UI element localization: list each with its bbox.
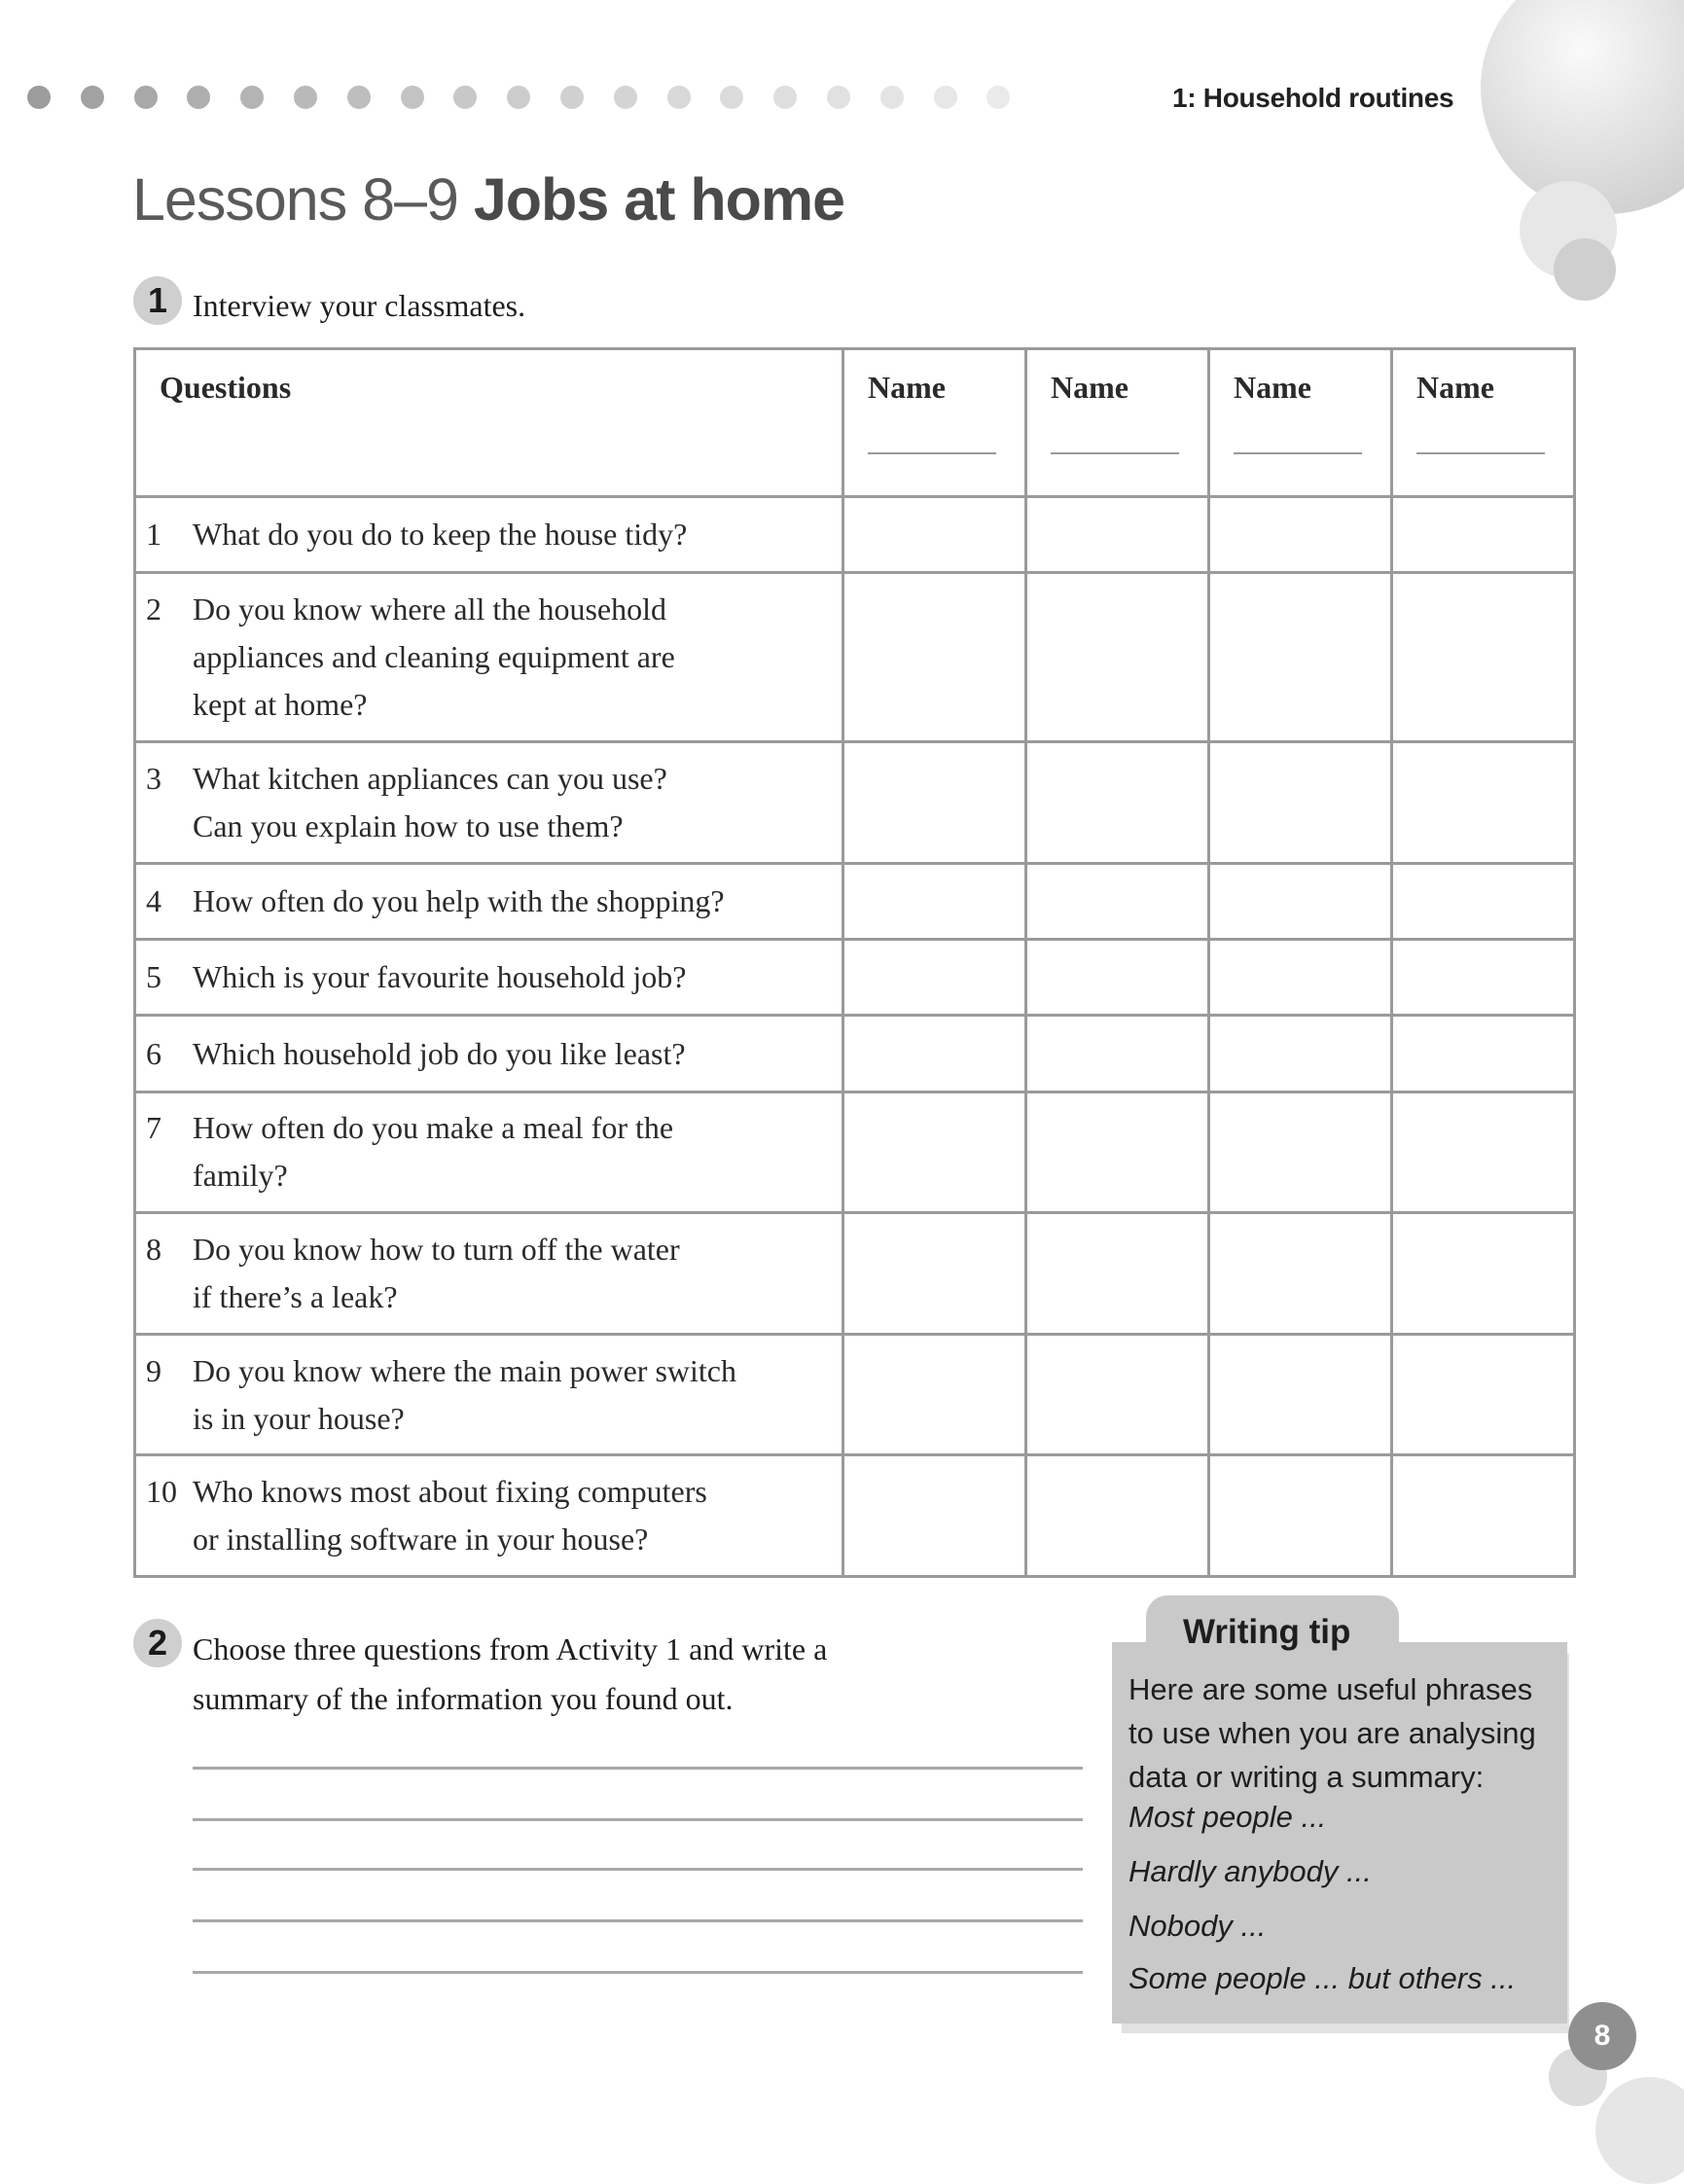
column-header-name (1026, 349, 1209, 497)
question (136, 1347, 842, 1443)
answer-cell[interactable] (843, 1016, 1026, 1092)
question-number: 6 (146, 1035, 161, 1071)
column-header-label: Name (868, 370, 946, 405)
question-cell (135, 1016, 843, 1092)
question-text-line: What kitchen appliances can you use? (193, 760, 667, 796)
answer-cell[interactable] (843, 863, 1026, 939)
question-cell (135, 1092, 843, 1213)
column-header-questions (135, 349, 843, 497)
answer-cell[interactable] (1209, 1213, 1392, 1335)
decorative-dot (401, 86, 424, 109)
question-text-line: kept at home? (193, 687, 368, 723)
answer-cell[interactable] (843, 1455, 1026, 1577)
answer-cell[interactable] (1026, 497, 1209, 573)
question-number: 2 (146, 591, 161, 627)
question-text-line: if there’s a leak? (193, 1279, 398, 1315)
question-cell (135, 1334, 843, 1455)
column-header-label: Name (1051, 370, 1129, 405)
table-header-row (135, 349, 1575, 497)
question-number: 7 (146, 1110, 161, 1146)
answer-cell[interactable] (843, 742, 1026, 864)
writing-tip-phrase: Some people ... but others ... (1129, 1961, 1517, 1995)
decorative-dot (773, 86, 797, 109)
writing-tip-phrase: Hardly anybody ... (1129, 1854, 1372, 1888)
activity-2-instruction (193, 1625, 827, 1724)
decorative-dot (187, 86, 210, 109)
answer-cell[interactable] (1026, 573, 1209, 742)
question-cell (135, 940, 843, 1016)
decorative-dot (720, 86, 743, 109)
column-header-name (843, 349, 1026, 497)
question-text (193, 877, 832, 925)
decorative-dot (827, 86, 850, 109)
answer-cell[interactable] (1026, 863, 1209, 939)
answer-cell[interactable] (1392, 497, 1575, 573)
question-text-line: What do you do to keep the house tidy? (193, 517, 688, 553)
decorative-dot (934, 86, 957, 109)
question-rows (135, 497, 1575, 1577)
decorative-circle-small (1554, 238, 1616, 301)
column-header-label: Questions (160, 370, 292, 405)
answer-cell[interactable] (843, 1092, 1026, 1213)
table-row (135, 742, 1575, 864)
question-text (193, 1104, 832, 1199)
question-cell (135, 497, 843, 573)
answer-cell[interactable] (1392, 1092, 1575, 1213)
writing-tip-title: Writing tip (1183, 1613, 1351, 1651)
question-text-line: Do you know where the main power switch (193, 1352, 736, 1388)
table-row (135, 1334, 1575, 1455)
question-text (193, 511, 832, 558)
question-text-line: is in your house? (193, 1400, 405, 1436)
writing-tip-phrase: Nobody ... (1129, 1909, 1267, 1943)
answer-line[interactable] (193, 1818, 1083, 1821)
answer-cell[interactable] (843, 940, 1026, 1016)
question-number: 10 (146, 1474, 177, 1510)
section-label: 1: Household routines (1172, 83, 1454, 113)
activity-2-instruction-line: summary of the information you found out. (193, 1681, 734, 1716)
name-write-line[interactable] (1051, 452, 1179, 454)
column-header-label: Name (1234, 370, 1311, 405)
question-text-line: Which is your favourite household job? (193, 959, 687, 995)
question-text (193, 586, 832, 729)
activity-2-number: 2 (133, 1619, 182, 1667)
answer-cell[interactable] (1209, 1092, 1392, 1213)
question-text-line: family? (193, 1158, 288, 1194)
table-row (135, 1092, 1575, 1213)
answer-cell[interactable] (1026, 1455, 1209, 1577)
decorative-dot (453, 86, 477, 109)
question (136, 1468, 842, 1563)
table-row (135, 863, 1575, 939)
column-header-name (1392, 349, 1575, 497)
answer-cell[interactable] (1209, 863, 1392, 939)
decorative-dot (134, 86, 158, 109)
table-row (135, 573, 1575, 742)
question (136, 953, 842, 1001)
answer-cell[interactable] (1026, 1092, 1209, 1213)
answer-cell[interactable] (1026, 742, 1209, 864)
writing-tip-phrase: Most people ... (1129, 1800, 1327, 1834)
writing-tip-line: data or writing a summary: (1129, 1760, 1485, 1794)
answer-line[interactable] (193, 1767, 1083, 1770)
answer-cell[interactable] (1392, 1334, 1575, 1455)
question (136, 877, 842, 925)
question-number: 8 (146, 1232, 161, 1268)
table-row (135, 1455, 1575, 1577)
page-number: 8 (1568, 2002, 1636, 2070)
decorative-circle-bottom-large (1595, 2077, 1684, 2184)
question (136, 1104, 842, 1199)
page-title-lessons: Lessons 8–9 (132, 166, 474, 233)
question-text (193, 1030, 832, 1078)
question (136, 1030, 842, 1078)
answer-cell[interactable] (1026, 1334, 1209, 1455)
writing-tip-line: Here are some useful phrases (1129, 1672, 1533, 1706)
decorative-dot (560, 86, 584, 109)
question-text-line: Do you know where all the household (193, 591, 667, 627)
answer-cell[interactable] (1209, 1334, 1392, 1455)
decorative-dot (880, 86, 904, 109)
activity-2-instruction-line: Choose three questions from Activity 1 and write a (193, 1631, 828, 1666)
question (136, 755, 842, 850)
question-number: 5 (146, 959, 161, 995)
decorative-dot (240, 86, 264, 109)
answer-cell[interactable] (843, 497, 1026, 573)
answer-cell[interactable] (1209, 497, 1392, 573)
name-write-line[interactable] (868, 452, 996, 454)
answer-cell[interactable] (1026, 1213, 1209, 1335)
question-cell (135, 1213, 843, 1335)
question (136, 511, 842, 558)
writing-tip-line: to use when you are analysing (1129, 1716, 1536, 1750)
table-row (135, 497, 1575, 573)
answer-line[interactable] (193, 1919, 1083, 1922)
question-text-line: Do you know how to turn off the water (193, 1232, 680, 1268)
question-number: 9 (146, 1352, 161, 1388)
answer-line[interactable] (193, 1971, 1083, 1974)
decorative-circle-large (1481, 0, 1684, 214)
question-text (193, 953, 832, 1001)
question-cell (135, 573, 843, 742)
decorative-dot (986, 86, 1010, 109)
question-text (193, 1226, 832, 1321)
column-header-label: Name (1416, 370, 1494, 405)
answer-cell[interactable] (1209, 940, 1392, 1016)
question-text-line: appliances and cleaning equipment are (193, 639, 675, 675)
interview-table (133, 347, 1576, 1578)
decorative-dot (27, 86, 51, 109)
decorative-dot-row (27, 86, 1010, 111)
answer-cell[interactable] (1209, 1455, 1392, 1577)
page-title-topic: Jobs at home (473, 166, 845, 233)
decorative-dot (614, 86, 637, 109)
answer-cell[interactable] (1392, 1016, 1575, 1092)
answer-cell[interactable] (843, 1213, 1026, 1335)
answer-cell[interactable] (1392, 573, 1575, 742)
decorative-dot (81, 86, 104, 109)
column-header-name (1209, 349, 1392, 497)
question-cell (135, 863, 843, 939)
answer-cell[interactable] (843, 573, 1026, 742)
answer-cell[interactable] (1209, 742, 1392, 864)
question-text-line: How often do you help with the shopping? (193, 882, 725, 918)
decorative-dot (667, 86, 691, 109)
answer-cell[interactable] (1392, 1213, 1575, 1335)
question-cell (135, 742, 843, 864)
answer-cell[interactable] (1026, 1016, 1209, 1092)
question-number: 1 (146, 517, 161, 553)
question-text (193, 1468, 832, 1563)
question-number: 3 (146, 760, 161, 796)
table-row (135, 940, 1575, 1016)
name-write-line[interactable] (1416, 452, 1545, 454)
decorative-dot (294, 86, 317, 109)
question-number: 4 (146, 882, 161, 918)
question-text-line: How often do you make a meal for the (193, 1110, 674, 1146)
answer-cell[interactable] (1392, 1455, 1575, 1577)
question-text (193, 1347, 832, 1443)
answer-cell[interactable] (1209, 1016, 1392, 1092)
table-row (135, 1016, 1575, 1092)
answer-cell[interactable] (1392, 863, 1575, 939)
question (136, 586, 842, 729)
name-write-line[interactable] (1234, 452, 1362, 454)
answer-line[interactable] (193, 1868, 1083, 1871)
decorative-dot (507, 86, 530, 109)
decorative-dot (347, 86, 371, 109)
page-title (132, 165, 844, 233)
question-text (193, 755, 832, 850)
writing-tip-body (1129, 1667, 1557, 1799)
table-row (135, 1213, 1575, 1335)
question (136, 1226, 842, 1321)
question-text-line: Which household job do you like least? (193, 1035, 686, 1071)
question-text-line: Who knows most about fixing computers (193, 1474, 707, 1510)
answer-cell[interactable] (1209, 573, 1392, 742)
answer-cell[interactable] (1392, 940, 1575, 1016)
answer-cell[interactable] (1026, 940, 1209, 1016)
activity-1-instruction: Interview your classmates. (193, 288, 526, 323)
question-text-line: or installing software in your house? (193, 1522, 649, 1557)
answer-cell[interactable] (843, 1334, 1026, 1455)
activity-1-number: 1 (133, 276, 182, 325)
question-cell (135, 1455, 843, 1577)
answer-cell[interactable] (1392, 742, 1575, 864)
question-text-line: Can you explain how to use them? (193, 807, 624, 843)
